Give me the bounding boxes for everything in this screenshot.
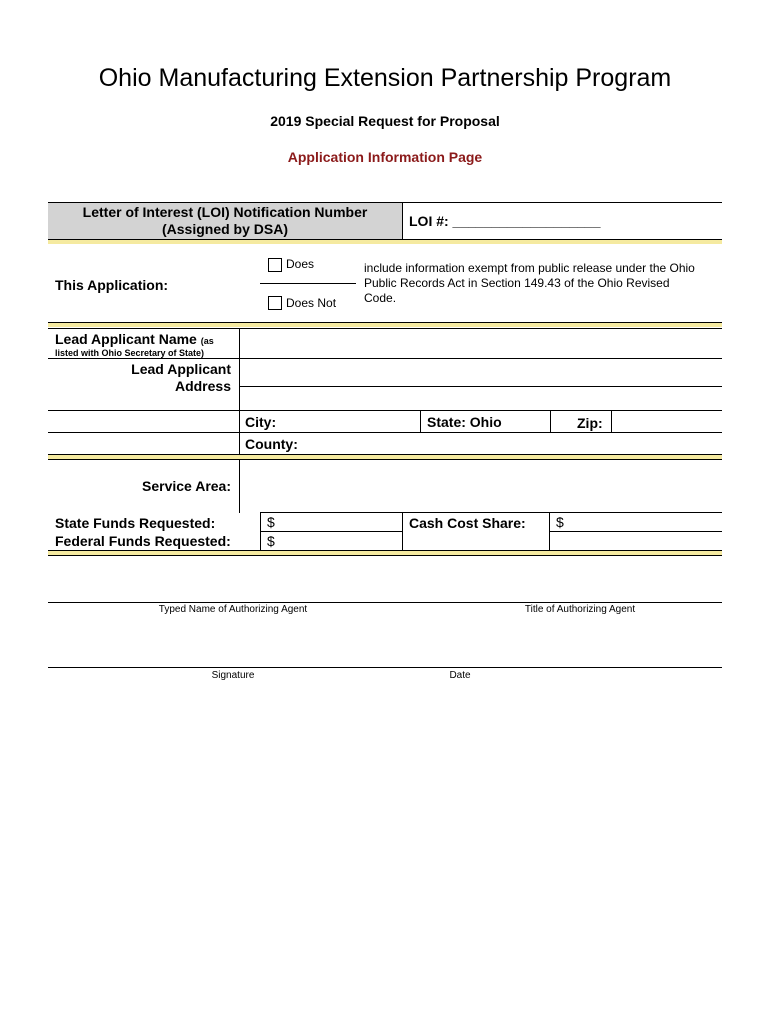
lead-applicant-address-label: Lead Applicant Address <box>131 361 231 394</box>
application-label: This Application: <box>55 277 169 293</box>
divider <box>48 555 722 556</box>
does-not-checkbox[interactable] <box>268 296 282 310</box>
service-area-input[interactable] <box>241 461 721 511</box>
lead-applicant-name-label: Lead Applicant Name (as <box>55 331 214 347</box>
county-label: County: <box>245 436 298 452</box>
agent-title-caption: Title of Authorizing Agent <box>524 604 636 615</box>
federal-funds-input[interactable] <box>280 533 398 549</box>
divider <box>48 410 722 411</box>
divider <box>420 410 421 432</box>
page-heading: Application Information Page <box>287 149 483 165</box>
state-funds-label: State Funds Requested: <box>55 515 216 531</box>
signature-line[interactable] <box>48 667 722 668</box>
address-line-2-input[interactable] <box>241 388 721 409</box>
city-label: City: <box>245 414 277 430</box>
address-line-1-input[interactable] <box>241 360 721 385</box>
divider <box>260 531 402 532</box>
loi-label: Letter of Interest (LOI) Notification Number (Assigned by DSA) <box>82 204 368 237</box>
divider <box>402 512 403 550</box>
divider <box>48 432 722 433</box>
zip-input[interactable] <box>613 412 720 431</box>
signature-line[interactable] <box>48 602 722 603</box>
loi-number-field[interactable]: LOI #: ___________________ <box>409 213 601 229</box>
does-not-option-label: Does Not <box>286 296 337 310</box>
divider <box>239 328 240 455</box>
cash-cost-share-input[interactable] <box>570 514 720 530</box>
date-caption: Date <box>449 670 471 681</box>
zip-label: Zip: <box>577 415 603 431</box>
service-area-label: Service Area: <box>142 478 231 494</box>
lead-applicant-name-input[interactable] <box>241 330 721 357</box>
cash-cost-share-label: Cash Cost Share: <box>409 515 526 531</box>
divider <box>240 386 722 387</box>
divider <box>549 531 722 532</box>
lead-applicant-name-note: listed with Ohio Secretary of State) <box>55 348 205 358</box>
does-option-label: Does <box>286 257 315 271</box>
document-subtitle: 2019 Special Request for Proposal <box>270 113 500 129</box>
federal-funds-currency: $ <box>267 533 275 549</box>
cash-cost-share-currency: $ <box>556 514 564 530</box>
signature-caption: Signature <box>211 670 255 681</box>
exemption-statement: include information exempt from public release under the Ohio Public Records Act in Section 149.43 of the Ohio Revised Code. <box>364 261 695 305</box>
state-funds-input[interactable] <box>280 514 398 530</box>
document-title: Ohio Manufacturing Extension Partnership Program <box>98 64 672 92</box>
divider <box>260 283 356 284</box>
state-funds-currency: $ <box>267 514 275 530</box>
federal-funds-label: Federal Funds Requested: <box>55 533 231 549</box>
does-checkbox[interactable] <box>268 258 282 272</box>
divider <box>48 358 722 359</box>
typed-name-caption: Typed Name of Authorizing Agent <box>158 604 308 615</box>
divider <box>402 202 403 239</box>
divider <box>239 459 240 513</box>
yellow-band <box>48 323 722 327</box>
yellow-band <box>48 240 722 244</box>
state-label: State: Ohio <box>427 414 502 430</box>
divider <box>611 410 612 432</box>
county-input[interactable] <box>310 434 720 453</box>
divider <box>550 410 551 432</box>
divider <box>260 512 722 513</box>
divider <box>48 328 722 329</box>
divider <box>48 459 722 460</box>
